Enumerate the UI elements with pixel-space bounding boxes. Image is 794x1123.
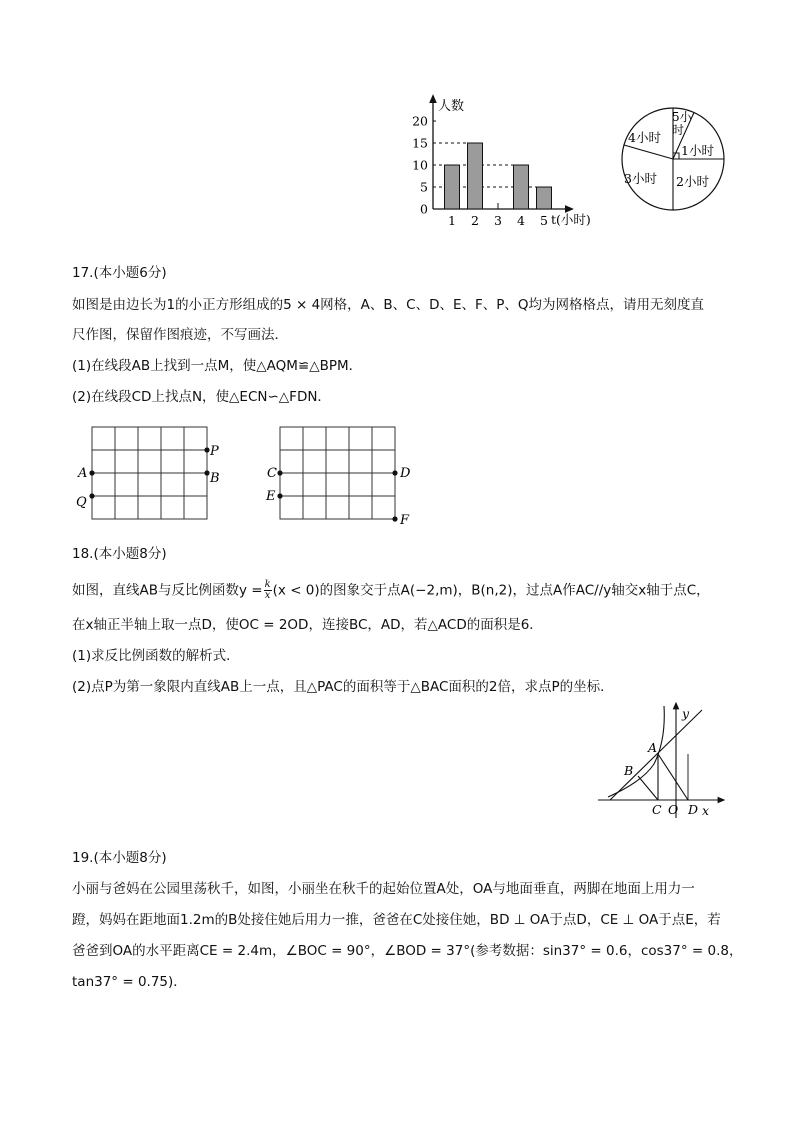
q18-part1: (1)求反比例函数的解析式． — [72, 648, 240, 664]
q19-heading — [72, 848, 167, 868]
point-b — [204, 470, 209, 475]
q18-heading — [72, 544, 167, 564]
q19-number: 19. — [72, 850, 94, 866]
point-c — [277, 470, 282, 475]
label-o: O — [668, 802, 679, 817]
q18-text-line2: 在x轴正半轴上取一点D，使OC = 2OD，连接BC，AD，若△ACD的面积是6． — [72, 617, 543, 633]
q17-text-line2: 尺作图，保留作图痕迹，不写画法． — [72, 327, 288, 343]
label-b: B — [624, 763, 634, 778]
label-a: A — [648, 740, 658, 755]
q18-text-line1 — [72, 580, 710, 601]
x-tick-label-2: 2 — [471, 213, 479, 228]
fraction-numerator: k — [264, 579, 271, 590]
point-q — [89, 493, 94, 498]
pie-chart — [610, 104, 736, 214]
q18-number: 18. — [72, 546, 94, 562]
segment-bc — [638, 776, 658, 800]
q17-number: 17. — [72, 265, 94, 281]
q17-score: (本小题6分) — [93, 265, 167, 281]
q18-line1-start: 如图，直线AB与反比例函数y = — [72, 582, 263, 599]
label-x: x — [702, 803, 710, 818]
label-e: E — [266, 489, 276, 504]
label-p: P — [210, 444, 219, 459]
pie-label-1h: 1小时 — [681, 143, 714, 158]
q18-figure — [592, 700, 728, 822]
q19-text-line1: 小丽与爸妈在公园里荡秋千，如图，小丽坐在秋千的起始位置A处，OA与地面垂直，两脚在地面上用力一 — [72, 881, 695, 897]
fraction-k-over-x — [264, 580, 272, 601]
point-p — [204, 447, 209, 452]
label-y: y — [682, 706, 690, 721]
bar-4 — [514, 165, 529, 209]
grid-left — [92, 427, 207, 519]
q17-part2: (2)在线段CD上找点N，使△ECN∽△FDN． — [72, 389, 331, 405]
fraction-denominator: x — [264, 590, 271, 601]
point-d — [392, 470, 397, 475]
q17-heading — [72, 263, 167, 283]
bar-chart — [400, 92, 610, 232]
q18-score: (本小题8分) — [93, 546, 167, 562]
y-tick-label-20: 20 — [412, 113, 428, 129]
q19-text-line3: 爸爸到OA的水平距离CE = 2.4m，∠BOC = 90°，∠BOD = 37°(参考数据：sin37° = 0.6，cos37° = 0.8， — [72, 943, 743, 959]
pie-label-2h: 2小时 — [676, 174, 709, 189]
q17-figure — [70, 420, 430, 532]
y-tick-label-15: 15 — [412, 135, 428, 151]
y-axis-label: 人数 — [438, 99, 465, 114]
q18-line1-end: (x < 0)的图象交于点A(−2,m)，B(n,2)，过点A作AC//y轴交x轴于点C， — [272, 582, 710, 599]
q19-text-line2: 蹬，妈妈在距地面1.2m的B处接住她后用力一推，爸爸在C处接住她，BD ⊥ OA于点D，CE ⊥ OA于点E，若 — [72, 912, 721, 928]
point-a — [89, 470, 94, 475]
label-q: Q — [76, 495, 87, 510]
point-f — [392, 516, 397, 521]
q17-part1: (1)在线段AB上找到一点M，使△AQM≌△BPM． — [72, 358, 363, 374]
x-tick-label-3: 3 — [494, 213, 502, 228]
pie-label-5h: 5小 时 — [672, 110, 692, 137]
label-a: A — [78, 466, 88, 481]
q18-part2: (2)点P为第一象限内直线AB上一点，且△PAC的面积等于△BAC面积的2倍，求点P的坐标． — [72, 679, 614, 695]
q17-text-line1: 如图是由边长为1的小正方形组成的5 × 4网格，A、B、C、D、E、F、P、Q均为网格格点，请用无刻度直 — [72, 297, 705, 313]
x-tick-label-1: 1 — [448, 213, 456, 228]
x-tick-label-4: 4 — [517, 213, 525, 228]
q19-score: (本小题8分) — [93, 850, 167, 866]
grid-right — [280, 427, 395, 519]
y-tick-label-10: 10 — [412, 157, 428, 173]
label-b: B — [210, 471, 220, 486]
label-d: D — [688, 802, 699, 817]
label-d: D — [400, 466, 411, 481]
pie-label-3h: 3小时 — [624, 171, 657, 186]
y-tick-label-5: 5 — [420, 179, 428, 195]
bar-5 — [537, 187, 552, 209]
y-tick-label-0: 0 — [420, 201, 428, 217]
q19-text-line4: tan37° = 0.75)． — [72, 974, 187, 990]
segment-ad — [658, 754, 688, 800]
bar-2 — [468, 143, 483, 209]
x-tick-label-5: 5 — [540, 213, 548, 228]
x-axis-label: t(小时) — [551, 212, 591, 227]
label-c: C — [267, 466, 277, 481]
point-e — [277, 493, 282, 498]
pie-label-4h: 4小时 — [628, 130, 661, 145]
label-f: F — [400, 513, 410, 528]
bar-1 — [445, 165, 460, 209]
label-c: C — [652, 802, 662, 817]
